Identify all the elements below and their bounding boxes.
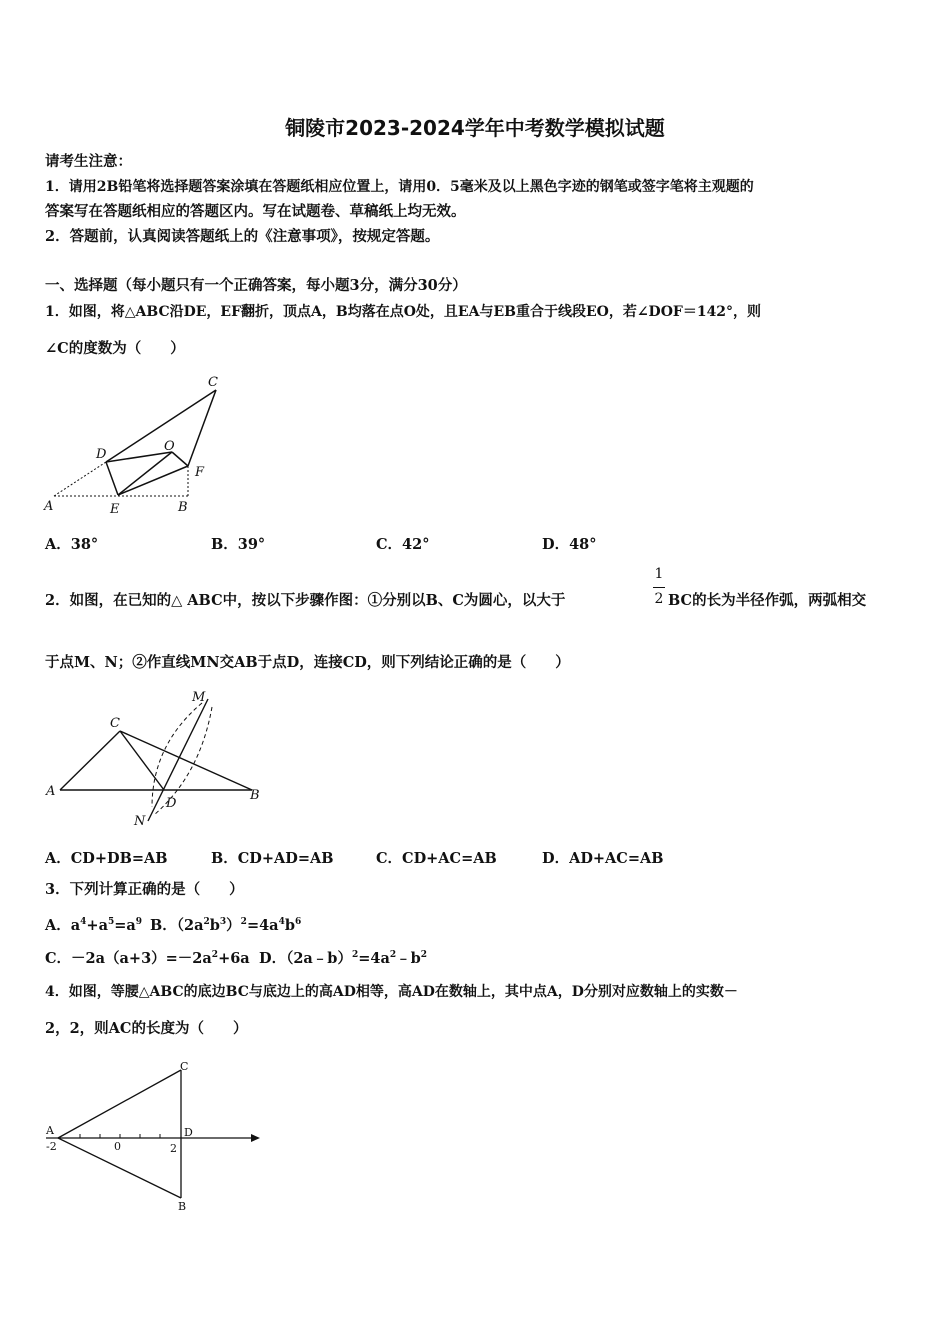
q4-number-line-figure [38, 1058, 268, 1218]
q1-label-c: C [208, 375, 218, 390]
q2-stem-part-2: BC的长为半径作弧，两弧相交 [668, 592, 867, 609]
q1-label-d: D [96, 447, 107, 462]
q1-stem-line-2: ∠C的度数为（ ） [45, 340, 185, 357]
q4-label-b: B [178, 1200, 187, 1213]
notice-line-2: 答案写在答题纸相应的答题区内。写在试题卷、草稿纸上均无效。 [45, 203, 466, 220]
q1-label-f: F [195, 465, 205, 480]
section-heading: 一、选择题（每小题只有一个正确答案，每小题3分，满分30分） [45, 277, 467, 294]
notice-line-1: 1．请用2B铅笔将选择题答案涂填在答题纸相应位置上，请用0．5毫米及以上黑色字迹的钢笔或签字笔将主观题的 [45, 179, 754, 195]
q1-option-c[interactable]: C．42° [376, 536, 430, 553]
q3-stem: 3．下列计算正确的是（ ） [45, 881, 244, 898]
q1-label-e: E [110, 502, 120, 517]
q3-option-c[interactable]: C．$-2a(a+3)=-2a^2+6a$ [45, 950, 250, 967]
q4-label-a: A [46, 1124, 54, 1137]
q1-label-b: B [178, 500, 188, 515]
q2-option-b[interactable]: B．CD+AD=AB [211, 850, 334, 867]
q4-tick-minus-2: -2 [46, 1140, 57, 1153]
q1-label-o: O [164, 439, 175, 454]
q1-triangle-figure [40, 370, 230, 520]
q2-fraction-bar [653, 587, 665, 588]
q2-label-d: D [166, 796, 177, 811]
notice-heading: 请考生注意： [45, 153, 132, 170]
q4-tick-0: 0 [114, 1140, 121, 1153]
q4-stem-line-1: 4．如图，等腰△ABC的底边BC与底边上的高AD相等，高AD在数轴上，其中点A，D分别对应数轴上的实数－ [45, 984, 738, 1000]
q2-label-c: C [110, 716, 120, 731]
q3-option-b[interactable]: B．$(2a^2b^3)^2=4a^4b^6$ [150, 917, 302, 934]
q2-option-d[interactable]: D．AD+AC=AB [542, 850, 664, 867]
q2-option-a[interactable]: A．CD+DB=AB [45, 850, 168, 867]
q4-stem-line-2: 2，2，则AC的长度为（ ） [45, 1020, 248, 1037]
q1-option-a[interactable]: A．38° [45, 536, 99, 553]
notice-line-3: 2．答题前，认真阅读答题纸上的《注意事项》，按规定答题。 [45, 228, 440, 245]
q1-label-a: A [44, 499, 54, 514]
q2-option-c[interactable]: C．CD+AC=AB [376, 850, 497, 867]
q2-stem-part-1: 2．如图，在已知的△ ABC中，按以下步骤作图：①分别以B、C为圆心，以大于 [45, 592, 566, 609]
q2-label-n: N [134, 814, 146, 829]
q1-option-d[interactable]: D．48° [542, 536, 597, 553]
q4-label-d: D [184, 1126, 193, 1139]
q2-construction-figure [40, 685, 270, 835]
page-title: 铜陵市2023-2024学年中考数学模拟试题 [285, 116, 665, 140]
q2-label-b: B [250, 788, 260, 803]
q2-label-a: A [46, 784, 56, 799]
q2-stem-line-2: 于点M、N；②作直线MN交AB于点D，连接CD，则下列结论正确的是（ ） [45, 654, 570, 671]
q3-option-a[interactable]: A．$a^4+a^5=a^9$ [45, 917, 143, 934]
q2-fraction-denominator: 2 [654, 591, 664, 607]
q2-fraction-numerator: 1 [654, 566, 664, 582]
q1-option-b[interactable]: B．39° [211, 536, 266, 553]
q1-stem-line-1: 1．如图，将△ABC沿DE，EF翻折，顶点A，B均落在点O处，且EA与EB重合于线段EO，若∠DOF＝142°，则 [45, 304, 762, 320]
q2-label-m: M [192, 690, 206, 705]
q4-tick-2: 2 [170, 1142, 177, 1155]
q4-label-c: C [180, 1060, 189, 1073]
q3-option-d[interactable]: D．$(2a﹣b)^2=4a^2﹣b^2$ [259, 950, 428, 967]
